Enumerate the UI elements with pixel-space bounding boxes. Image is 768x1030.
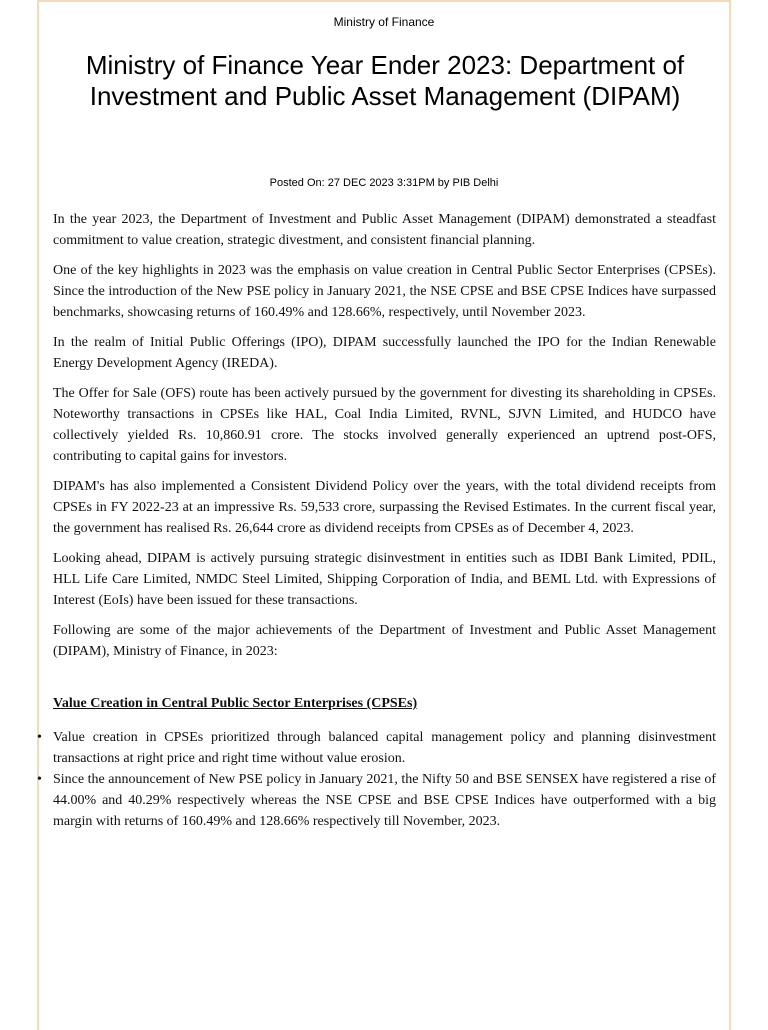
paragraph-ipo: In the realm of Initial Public Offerings (IPO), DIPAM successfully launched the IPO for the Indian Renewable Energy Development Agency (IREDA).	[53, 335, 716, 371]
achievements-list	[37, 727, 716, 832]
list-item-text: Since the announcement of New PSE policy in January 2021, the Nifty 50 and BSE SENSEX have registered a rise of 44.00% and 40.29% respectively whereas the NSE CPSE and BSE CPSE Indices have outperformed with a big margin with returns of 160.49% and 128.66% respectively till November, 2023.	[53, 772, 716, 829]
paragraph-dividend: DIPAM's has also implemented a Consistent Dividend Policy over the years, with the total dividend receipts from CPSEs in FY 2022-23 at an impressive Rs. 59,533 crore, surpassing the Revised Estimates. In the current fiscal year, the government has realised Rs. 26,644 crore as dividend receipts from CPSEs as of December 4, 2023.	[53, 479, 716, 536]
section-heading: Value Creation in Central Public Sector Enterprises (CPSEs)	[53, 696, 418, 711]
page-title: Ministry of Finance Year Ender 2023: Department of Investment and Public Asset Management (DIPAM)	[85, 50, 685, 111]
list-item-text: Value creation in CPSEs prioritized through balanced capital management policy and planning disinvestment transactions at right price and right time without value erosion.	[53, 730, 716, 766]
paragraph-disinvestment: Looking ahead, DIPAM is actively pursuing strategic disinvestment in entities such as IDBI Bank Limited, PDIL, HLL Life Care Limited, NMDC Steel Limited, Shipping Corporation of India, and BEML Ltd. with Expressions of Interest (EoIs) have been issued for these transactions.	[53, 551, 716, 608]
article-body	[37, 209, 716, 832]
paragraph-highlights: One of the key highlights in 2023 was the emphasis on value creation in Central Public Sector Enterprises (CPSEs). Since the introduction of the New PSE policy in January 2021, the NSE CPSE and BSE CPSE Indices have surpassed benchmarks, showcasing returns of 160.49% and 128.66%, respectively, until November 2023.	[53, 263, 716, 320]
paragraph-ofs: The Offer for Sale (OFS) route has been actively pursued by the government for divesting its shareholding in CPSEs. Noteworthy transactions in CPSEs like HAL, Coal India Limited, RVNL, SJVN Limited, and HUDCO have collectively yielded Rs. 10,860.91 crore. The stocks involved generally experienced an uptrend post-OFS, contributing to capital gains for investors.	[53, 386, 716, 464]
paragraph-achievements: Following are some of the major achievements of the Department of Investment and Public Asset Management (DIPAM), Ministry of Finance, in 2023:	[53, 623, 716, 659]
bullet-icon: •	[37, 730, 42, 745]
ministry-name: Ministry of Finance	[333, 15, 435, 29]
paragraph-intro: In the year 2023, the Department of Investment and Public Asset Management (DIPAM) demonstrated a steadfast commitment to value creation, strategic divestment, and consistent financial planning.	[53, 212, 716, 248]
list-item	[37, 727, 716, 769]
posted-on: Posted On: 27 DEC 2023 3:31PM by PIB Delhi	[269, 177, 499, 189]
bullet-icon: •	[37, 772, 42, 787]
list-item	[37, 769, 716, 832]
